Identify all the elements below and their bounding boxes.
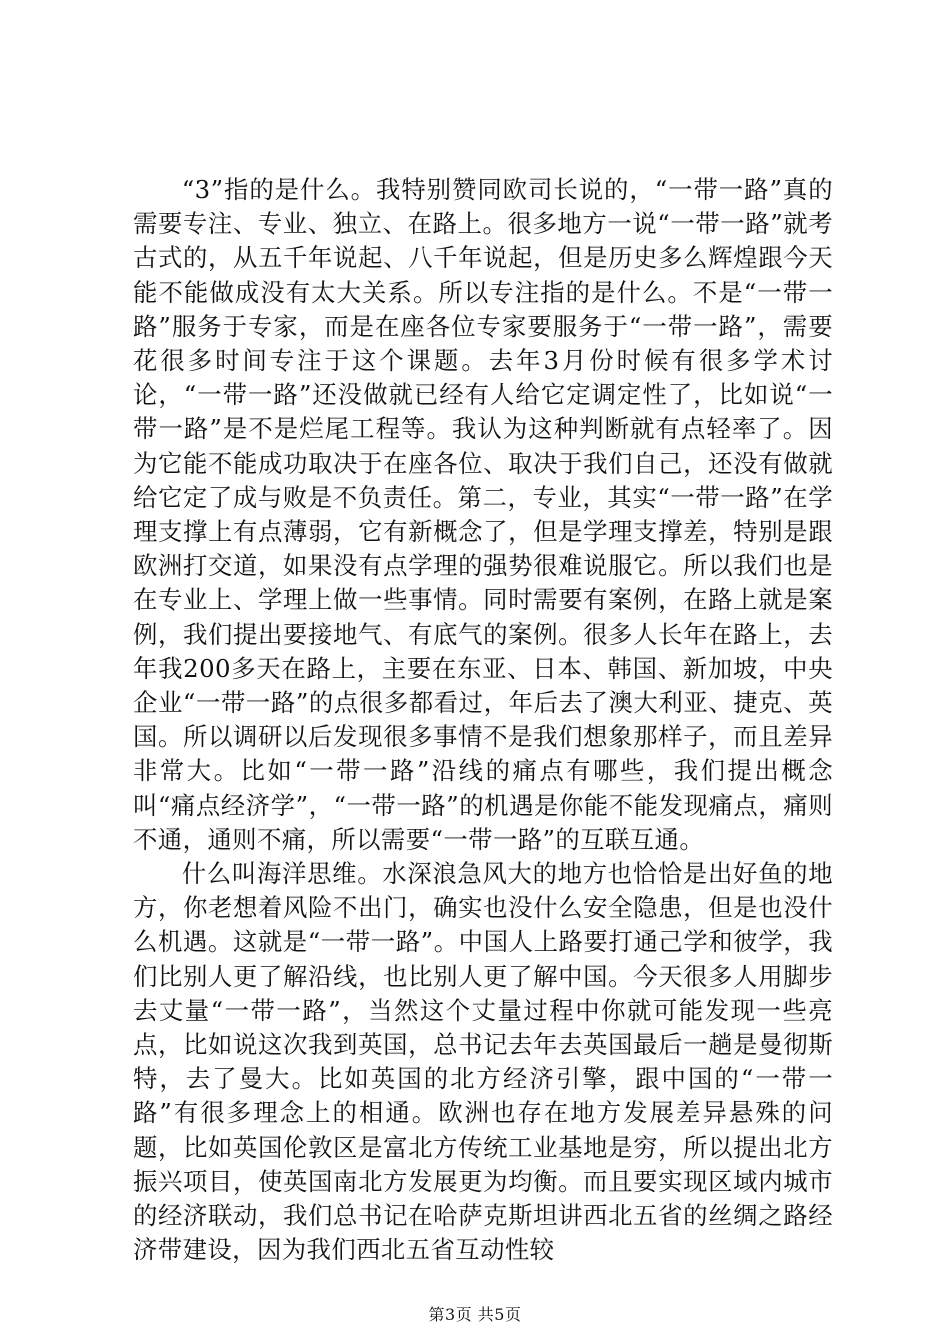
paragraph-2: 什么叫海洋思维。水深浪急风大的地方也恰恰是出好鱼的地方，你老想着风险不出门，确实也没什么安全隐患，但是也没什么机遇。这就是“一带一路”。中国人上路要打通己学和彼学，我们比别人更了解沿线，也比别人更了解中国。今天很多人用脚步去丈量“一带一路”，当然这个丈量过程中你就可能发现一些亮点，比如说这次我到英国，总书记去年去英国最后一趟是曼彻斯特，去了曼大。比如英国的北方经济引擎，跟中国的“一带一路”有很多理念上的相通。欧洲也存在地方发展差异悬殊的问题，比如英国伦敦区是富北方传统工业基地是穷，所以提出北方振兴项目，使英国南北方发展更为均衡。而且要实现区域内城市的经济联动，我们总书记在哈萨克斯坦讲西北五省的丝绸之路经济带建设，因为我们西北五省互动性较 (133, 859, 833, 1265)
document-body (133, 173, 833, 1268)
page-footer: 第3页 共5页 (428, 1305, 522, 1324)
paragraph-1: “3”指的是什么。我特别赞同欧司长说的，“一带一路”真的需要专注、专业、独立、在路上。很多地方一说“一带一路”就考古式的，从五千年说起、八千年说起，但是历史多么辉煌跟今天能不能做成没有太大关系。所以专注指的是什么。不是“一带一路”服务于专家，而是在座各位专家要服务于“一带一路”，需要花很多时间专注于这个课题。去年3月份时候有很多学术讨论，“一带一路”还没做就已经有人给它定调定性了，比如说“一带一路”是不是烂尾工程等。我认为这种判断就有点轻率了。因为它能不能成功取决于在座各位、取决于我们自己，还没有做就给它定了成与败是不负责任。第二，专业，其实“一带一路”在学理支撑上有点薄弱，它有新概念了，但是学理支撑差，特别是跟欧洲打交道，如果没有点学理的强势很难说服它。所以我们也是在专业上、学理上做一些事情。同时需要有案例，在路上就是案例，我们提出要接地气、有底气的案例。很多人长年在路上，去年我200多天在路上，主要在东亚、日本、韩国、新加坡，中央企业“一带一路”的点很多都看过，年后去了澳大利亚、捷克、英国。所以调研以后发现很多事情不是我们想象那样子，而且差异非常大。比如“一带一路”沿线的痛点有哪些，我们提出概念叫“痛点经济学”，“一带一路”的机遇是你能不能发现痛点，痛则不通，通则不痛，所以需要“一带一路”的互联互通。 (133, 175, 833, 854)
